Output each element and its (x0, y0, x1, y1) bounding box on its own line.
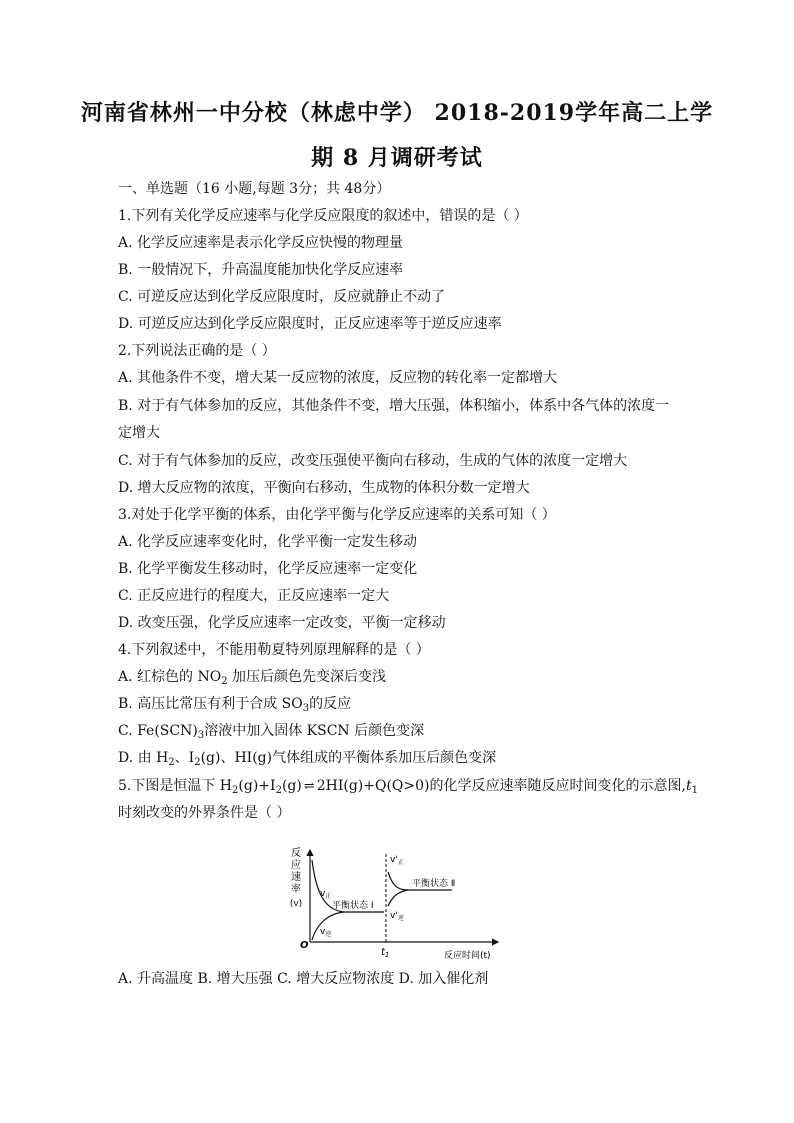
question-3-option-b: B. 化学平衡发生移动时，化学反应速率一定变化 (118, 561, 418, 577)
y-axis-label-4: 率 (291, 884, 301, 895)
v-forward-prime-label: $v'_正$ (390, 855, 404, 866)
question-1-option-a: A. 化学反应速率是表示化学反应快慢的物理量 (118, 235, 404, 251)
question-4-option-d: D. 由 $H_2$、$I_2(g)$、HI(g)气体组成的平衡体系加压后颜色变深 (118, 750, 497, 768)
page-title-line1: 河南省林州一中分校（林虑中学） 2018-2019学年高二上学 (80, 100, 714, 126)
question-4-option-c: C. $Fe(SCN)_3$溶液中加入固体 KSCN 后颜色变深 (118, 723, 425, 741)
question-1-option-b: B. 一般情况下，升高温度能加快化学反应速率 (118, 262, 404, 278)
question-2-option-d: D. 增大反应物的浓度，平衡向右移动，生成物的体积分数一定增大 (118, 480, 530, 496)
v-forward-label: $v_正$ (320, 889, 332, 900)
t1-label: $t_1$ (381, 947, 390, 959)
question-2-option-b-line1: B. 对于有气体参加的反应，其他条件不变，增大压强，体积缩小，体系中各气体的浓度一 (118, 398, 670, 414)
question-2-option-a: A. 其他条件不变，增大某一反应物的浓度，反应物的转化率一定都增大 (118, 370, 558, 386)
reversible-arrow-icon: ⇌ (303, 779, 315, 794)
v-reverse-label: $v_逆$ (320, 927, 332, 938)
question-1-option-c: C. 可逆反应达到化学反应限度时，反应就静止不动了 (118, 289, 446, 305)
section-heading: 一、单选题（16 小题,每题 3分；共 48分） (118, 181, 391, 197)
y-axis-label-3: 速 (291, 872, 301, 883)
question-3-option-a: A. 化学反应速率变化时，化学平衡一定发生移动 (118, 534, 418, 550)
question-4-option-a: A. 红棕色的 $NO_2$ 加压后颜色先变深后变浅 (118, 669, 387, 687)
reverse-rate-curve-2 (388, 890, 408, 906)
question-2-option-c: C. 对于有气体参加的反应，改变压强使平衡向右移动，生成的气体的浓度一定增大 (118, 453, 628, 469)
question-2-option-b-line2: 定增大 (118, 425, 160, 441)
origin-label: O (300, 940, 309, 951)
y-axis-label-5: (v) (289, 899, 303, 909)
question-3-option-d: D. 改变压强，化学反应速率一定改变，平衡一定移动 (118, 615, 446, 631)
question-5-options: A. 升高温度 B. 增大压强 C. 增大反应物浓度 D. 加入催化剂 (118, 971, 489, 987)
question-3-option-c: C. 正反应进行的程度大，正反应速率一定大 (118, 588, 390, 604)
page-title-line2: 期 8 月调研考试 (311, 145, 483, 171)
rate-time-graph (284, 842, 504, 966)
equilibrium-state-2-label: 平衡状态 Ⅱ (412, 879, 456, 889)
question-2-stem: 2.下列说法正确的是（ ） (118, 343, 276, 359)
question-3-stem: 3.对处于化学平衡的体系，由化学平衡与化学反应速率的关系可知（ ） (118, 507, 556, 523)
y-axis-label-2: 应 (291, 860, 301, 871)
v-reverse-prime-label: $v'_逆$ (390, 911, 404, 922)
question-4-stem: 4.下列叙述中，不能用勒夏特列原理解释的是（ ） (118, 642, 430, 658)
question-5-stem-line2: 时刻改变的外界条件是（ ） (118, 805, 291, 821)
x-axis-label: 反应时间(t) (444, 951, 491, 961)
question-1-stem: 1.下列有关化学反应速率与化学反应限度的叙述中，错误的是（ ） (118, 208, 528, 224)
question-4-option-b: B. 高压比常压有利于合成 $SO_3$的反应 (118, 696, 352, 714)
y-axis-label-1: 反 (291, 848, 301, 859)
equilibrium-state-1-label: 平衡状态 Ⅰ (332, 901, 374, 911)
question-1-option-d: D. 可逆反应达到化学反应限度时，正反应速率等于逆反应速率 (118, 316, 502, 332)
question-5-stem-line1: 5.下图是恒温下 $H_2(g)+I_2(g)$ ⇌ 2HI(g)+Q(Q>0)的化学反应速率随反应时间变化的示意图$,t_1$ (118, 778, 698, 796)
